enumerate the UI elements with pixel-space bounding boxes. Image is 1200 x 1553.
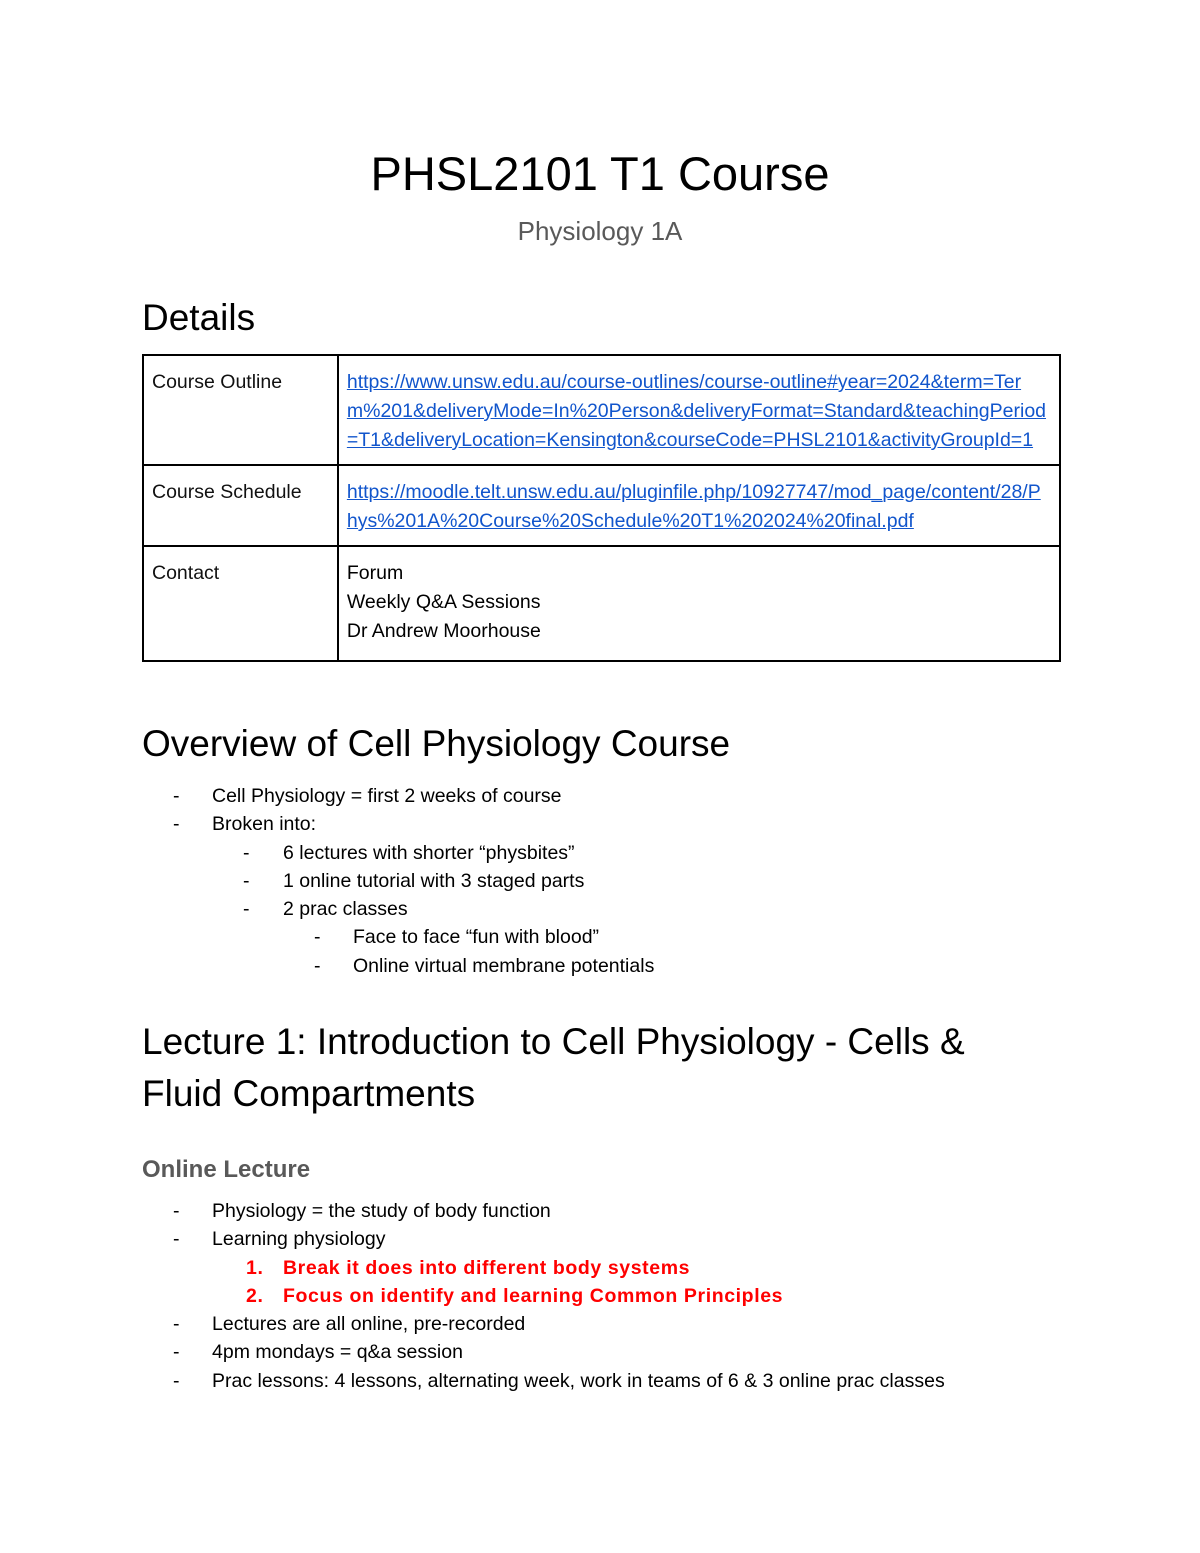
- contact-forum: Forum: [346, 562, 404, 584]
- online-lecture-subheading: Online Lecture: [142, 1156, 311, 1183]
- contact-label: Contact: [143, 546, 338, 661]
- document-subtitle: Physiology 1A: [517, 216, 683, 246]
- list-item-text: 1 online tutorial with 3 staged parts: [283, 869, 585, 892]
- dash-bullet: -: [314, 926, 321, 949]
- dash-bullet: -: [173, 1369, 180, 1392]
- list-item-text: Online virtual membrane potentials: [353, 954, 655, 977]
- list-item-text: Break it does into different body systems: [283, 1256, 691, 1279]
- dash-bullet: -: [173, 1228, 180, 1251]
- dash-bullet: -: [173, 785, 180, 807]
- list-item: [142, 1367, 1062, 1395]
- contact-person: Dr Andrew Moorhouse: [346, 620, 541, 642]
- dash-bullet: -: [243, 898, 250, 921]
- contact-qa-sessions: Weekly Q&A Sessions: [346, 591, 541, 613]
- list-item: [142, 839, 654, 867]
- table-row: [143, 355, 1060, 465]
- lecture-1-list: [142, 1197, 1062, 1395]
- dash-bullet: -: [243, 841, 250, 864]
- course-schedule-cell: [338, 465, 1060, 546]
- list-item: [142, 923, 654, 951]
- dash-bullet: -: [173, 1313, 180, 1336]
- list-number: 1.: [246, 1256, 264, 1279]
- course-schedule-label: Course Schedule: [143, 465, 338, 546]
- table-row: [143, 465, 1060, 546]
- list-item-text: 2 prac classes: [283, 898, 408, 921]
- list-item-text: Physiology = the study of body function: [212, 1200, 551, 1222]
- list-item-text: Lectures are all online, pre-recorded: [212, 1313, 526, 1336]
- list-number: 2.: [246, 1284, 264, 1307]
- list-item: [142, 782, 654, 810]
- list-item-text: Learning physiology: [212, 1228, 386, 1251]
- lecture-1-heading: Lecture 1: Introduction to Cell Physiology - Cells & Fluid Compartments: [142, 1021, 965, 1114]
- contact-cell: [338, 546, 1060, 661]
- dash-bullet: -: [314, 954, 321, 977]
- list-item: [142, 867, 654, 895]
- document-title: PHSL2101 T1 Course: [370, 147, 830, 200]
- dash-bullet: -: [173, 1341, 180, 1364]
- course-schedule-link[interactable]: https://moodle.telt.unsw.edu.au/pluginfile.php/10927747/mod_page/content/28/Phys%201A%20Course%20Schedule%20T1%202024%20final.pdf: [346, 481, 1041, 532]
- list-item: [142, 1282, 1062, 1310]
- list-item-text: Prac lessons: 4 lessons, alternating week, work in teams of 6 & 3 online prac classes: [212, 1369, 945, 1392]
- list-item-text: 6 lectures with shorter “physbites”: [283, 841, 575, 864]
- details-heading: Details: [142, 297, 256, 338]
- list-item-text: Focus on identify and learning Common Principles: [283, 1284, 784, 1307]
- list-item: [142, 1197, 1062, 1225]
- list-item: [142, 1254, 1062, 1282]
- list-item-text: 4pm mondays = q&a session: [212, 1341, 463, 1364]
- list-item: [142, 895, 654, 923]
- dash-bullet: -: [173, 1200, 180, 1222]
- overview-heading: Overview of Cell Physiology Course: [142, 723, 731, 764]
- list-item: [142, 1225, 1062, 1253]
- course-outline-link[interactable]: https://www.unsw.edu.au/course-outlines/course-outline#year=2024&term=Term%201&deliveryMode=In%20Person&deliveryFormat=Standard&teachingPeriod=T1&deliveryLocation=Kensington&courseCode=PHSL2101&activityGroupId=1: [346, 371, 1047, 451]
- dash-bullet: -: [243, 869, 250, 892]
- list-item: [142, 952, 654, 980]
- list-item: [142, 1338, 1062, 1366]
- details-table: [142, 354, 1061, 662]
- list-item-text: Broken into:: [212, 813, 317, 836]
- list-item-text: Cell Physiology = first 2 weeks of course: [212, 785, 562, 807]
- list-item: [142, 1310, 1062, 1338]
- list-item-text: Face to face “fun with blood”: [353, 926, 600, 949]
- course-outline-cell: [338, 355, 1060, 465]
- course-outline-label: Course Outline: [143, 355, 338, 465]
- overview-list: [142, 782, 654, 980]
- dash-bullet: -: [173, 813, 180, 836]
- table-row: [143, 546, 1060, 661]
- list-item: [142, 810, 654, 838]
